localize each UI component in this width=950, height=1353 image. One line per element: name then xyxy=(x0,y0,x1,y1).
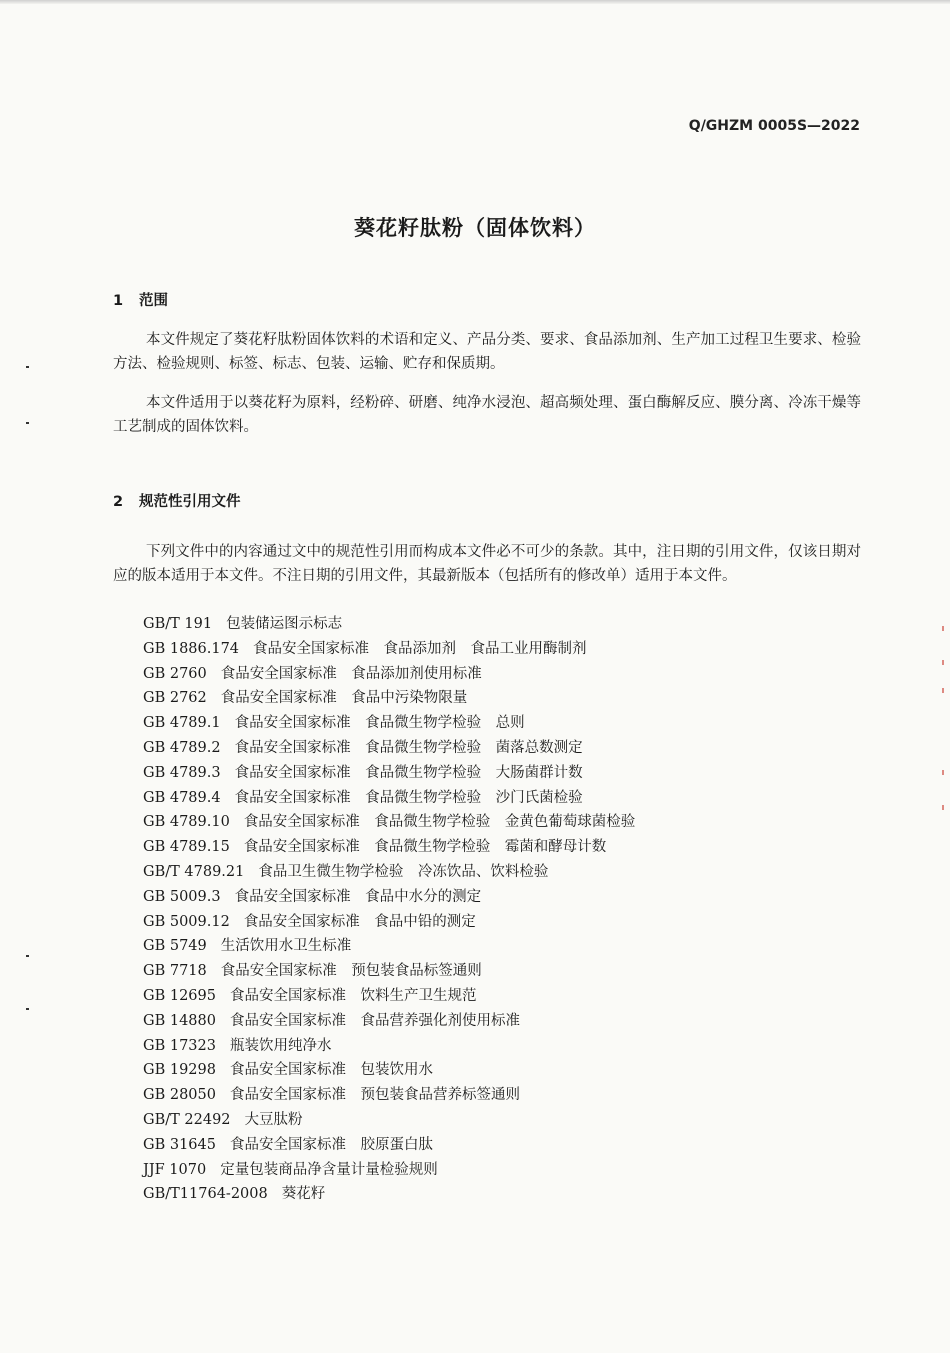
reference-code: GB 1886.174 xyxy=(143,640,240,657)
reference-item xyxy=(143,860,843,885)
reference-code: GB/T 4789.21 xyxy=(143,863,245,880)
reference-title: 食品安全国家标准 食品微生物学检验 霉菌和酵母计数 xyxy=(243,839,607,856)
reference-item xyxy=(143,786,843,811)
reference-title: 食品卫生微生物学检验 冷冻饮品、饮料检验 xyxy=(258,863,549,880)
reference-item xyxy=(143,662,843,687)
reference-item xyxy=(143,612,843,637)
scan-speck xyxy=(942,805,944,810)
reference-item xyxy=(143,1182,843,1207)
reference-title: 定量包装商品净含量计量检验规则 xyxy=(220,1161,438,1178)
reference-title: 食品安全国家标准 食品中污染物限量 xyxy=(220,690,468,707)
reference-title: 生活饮用水卫生标准 xyxy=(220,938,352,955)
reference-item xyxy=(143,959,843,984)
reference-title: 食品安全国家标准 食品营养强化剂使用标准 xyxy=(229,1012,520,1029)
reference-code: GB 5749 xyxy=(143,938,207,955)
reference-title: 包装储运图示标志 xyxy=(226,616,343,632)
reference-code: GB 4789.4 xyxy=(143,789,221,806)
reference-code: GB 4789.3 xyxy=(143,764,221,781)
section-title: 规范性引用文件 xyxy=(139,494,241,510)
reference-title: 食品安全国家标准 预包装食品标签通则 xyxy=(220,963,482,980)
scan-speck xyxy=(942,626,944,631)
section-number: 1 xyxy=(113,293,124,309)
reference-code: GB 4789.15 xyxy=(143,839,230,856)
reference-item xyxy=(143,1158,843,1183)
reference-code: GB 5009.12 xyxy=(143,913,230,930)
reference-title: 食品安全国家标准 食品微生物学检验 菌落总数测定 xyxy=(234,739,583,756)
reference-title: 食品安全国家标准 包装饮用水 xyxy=(229,1062,433,1079)
section-heading-normative-references xyxy=(113,490,241,511)
reference-title: 食品安全国家标准 食品微生物学检验 大肠菌群计数 xyxy=(234,764,583,781)
reference-title: 食品安全国家标准 食品中铅的测定 xyxy=(243,913,476,930)
reference-code: GB/T11764-2008 xyxy=(143,1186,268,1203)
reference-code: GB 19298 xyxy=(143,1062,216,1079)
reference-code: GB 14880 xyxy=(143,1012,216,1029)
reference-code: GB 12695 xyxy=(143,987,216,1004)
reference-code: GB 17323 xyxy=(143,1037,216,1054)
reference-code: GB 4789.10 xyxy=(143,814,230,831)
reference-title: 食品安全国家标准 胶原蛋白肽 xyxy=(229,1136,433,1153)
scan-speck xyxy=(942,770,944,775)
reference-title: 大豆肽粉 xyxy=(244,1111,303,1128)
reference-title: 食品安全国家标准 食品微生物学检验 金黄色葡萄球菌检验 xyxy=(243,814,636,831)
reference-item xyxy=(143,1083,843,1108)
section-title: 范围 xyxy=(139,293,168,309)
reference-title: 食品安全国家标准 饮料生产卫生规范 xyxy=(229,987,477,1004)
reference-item xyxy=(143,736,843,761)
reference-item xyxy=(143,1108,843,1133)
reference-item xyxy=(143,637,843,662)
reference-code: GB 7718 xyxy=(143,963,207,980)
scan-speck xyxy=(26,955,29,957)
reference-code: GB 5009.3 xyxy=(143,888,221,905)
reference-item xyxy=(143,686,843,711)
reference-title: 葵花籽 xyxy=(281,1186,326,1203)
reference-code: GB/T 191 xyxy=(143,616,213,632)
reference-code: GB 28050 xyxy=(143,1087,216,1104)
reference-item xyxy=(143,885,843,910)
reference-title: 食品安全国家标准 食品添加剂使用标准 xyxy=(220,665,482,682)
scope-paragraph-1: 本文件规定了葵花籽肽粉固体饮料的术语和定义、产品分类、要求、食品添加剂、生产加工过程卫生要求、检验方法、检验规则、标签、标志、包装、运输、贮存和保质期。 xyxy=(113,332,861,372)
document-number: Q/GHZM 0005S—2022 xyxy=(688,118,860,134)
reference-code: GB 2762 xyxy=(143,690,207,707)
reference-item xyxy=(143,1133,843,1158)
scan-speck xyxy=(942,688,944,693)
reference-title: 食品安全国家标准 预包装食品营养标签通则 xyxy=(229,1087,520,1104)
reference-item xyxy=(143,910,843,935)
reference-title: 瓶装饮用纯净水 xyxy=(229,1037,332,1054)
reference-title: 食品安全国家标准 食品微生物学检验 沙门氏菌检验 xyxy=(234,789,583,806)
reference-item xyxy=(143,1009,843,1034)
reference-item xyxy=(143,984,843,1009)
reference-item xyxy=(143,835,843,860)
reference-code: GB 4789.2 xyxy=(143,739,221,756)
scan-speck xyxy=(942,660,944,665)
reference-code: GB 4789.1 xyxy=(143,715,221,732)
scan-top-edge xyxy=(0,0,950,4)
scan-speck xyxy=(26,366,29,368)
reference-code: GB 2760 xyxy=(143,665,207,682)
document-title: 葵花籽肽粉（固体饮料） xyxy=(354,216,596,240)
reference-item xyxy=(143,761,843,786)
section-heading-scope xyxy=(113,289,168,310)
section-number: 2 xyxy=(113,494,124,510)
references-intro-paragraph: 下列文件中的内容通过文中的规范性引用而构成本文件必不可少的条款。其中，注日期的引用文件，仅该日期对应的版本适用于本文件。不注日期的引用文件，其最新版本（包括所有的修改单）适用于本文件。 xyxy=(113,544,861,584)
reference-item xyxy=(143,711,843,736)
reference-item xyxy=(143,1058,843,1083)
scope-paragraph-2: 本文件适用于以葵花籽为原料，经粉碎、研磨、纯净水浸泡、超高频处理、蛋白酶解反应、膜分离、冷冻干燥等工艺制成的固体饮料。 xyxy=(113,395,861,435)
reference-list xyxy=(143,612,843,1207)
reference-title: 食品安全国家标准 食品添加剂 食品工业用酶制剂 xyxy=(253,640,587,657)
reference-code: GB 31645 xyxy=(143,1136,216,1153)
reference-title: 食品安全国家标准 食品中水分的测定 xyxy=(234,888,482,905)
scan-speck xyxy=(26,1008,29,1010)
scan-speck xyxy=(26,422,29,424)
reference-code: JJF 1070 xyxy=(143,1161,207,1178)
reference-item xyxy=(143,1034,843,1059)
reference-title: 食品安全国家标准 食品微生物学检验 总则 xyxy=(234,715,525,732)
reference-item xyxy=(143,810,843,835)
reference-code: GB/T 22492 xyxy=(143,1111,231,1128)
reference-item xyxy=(143,934,843,959)
